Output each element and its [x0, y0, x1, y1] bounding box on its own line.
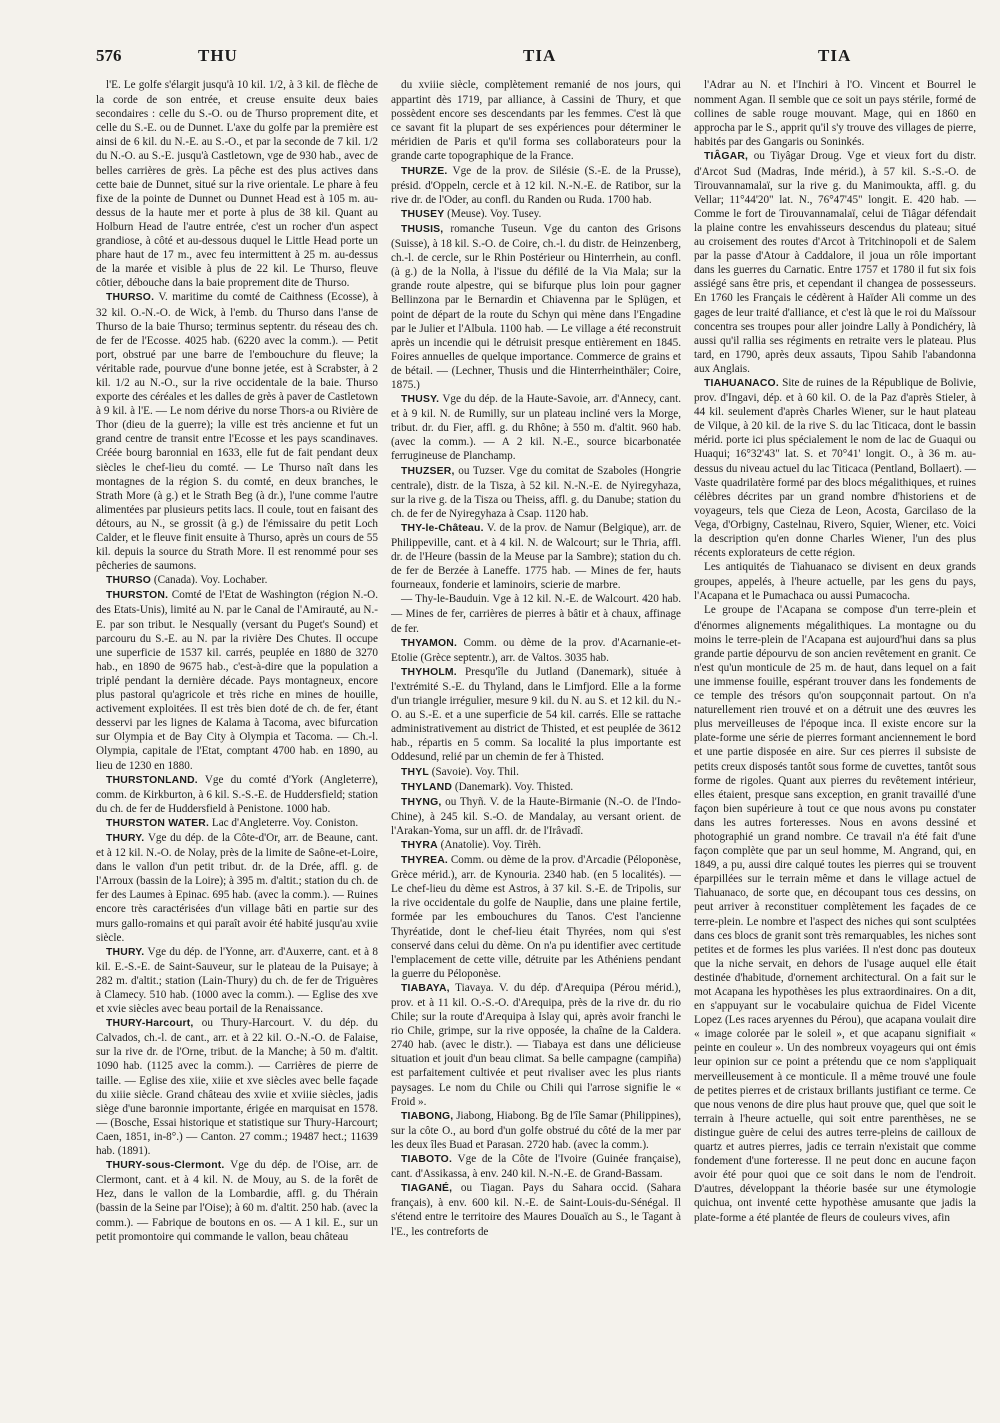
- entry-headword: THURY.: [106, 946, 145, 958]
- entry-text: ou Tiagan. Pays du Sahara occid. (Sahara français), à env. 600 kil. N.-E. de Saint-Louis-du-Sénégal. Il s'étend entre le territoire des Maures Douaïch au S., le Tagant à l'E., les contreforts de: [391, 1182, 681, 1238]
- entry-text: Vge de la prov. de Silésie (S.-E. de la Prusse), présid. d'Oppeln, cercle et à 12 kil. N.-N.-E. de Ratibor, sur la rive dr. de l'Oder, au confl. du Randen ou Ruda. 1700 hab.: [391, 164, 681, 206]
- entry-text: (Anatolie). Voy. Tirèh.: [440, 838, 542, 851]
- entry-headword: THURSTONLAND.: [106, 774, 198, 786]
- text-column-1: [96, 78, 378, 1413]
- dictionary-entry: [391, 464, 681, 521]
- entry-text: (Canada). Voy. Lochaber.: [153, 574, 268, 587]
- entry-text: Site de ruines de la République de Bolivie, prov. d'Ingavi, dép. et à 60 kil. O. de la Paz d'après Stieler, à 44 kil. seulement d'après Charles Wiener, sur le haut plateau de Vilque, à 20 kil. de la rive S. du lac Titicaca, dont le bassin mérid. porte ici plus spécialement le nom de lac de Guaqui ou Huaqui; 16°32'43" lat. S. et 70°41' longit. O., à 36 m. au-dessus du niveau actuel du lac Titicaca (Pentland, Bollaert). — Vaste quadrilatère formé par des blocs mégalithiques, et ruines célèbres décrites par un grand nombre d'historiens et de voyageurs, tels que Cieza de Leon, Acosta, Garcilaso de la Vega, d'Orbigny, Castelnau, Rivero, Squier, Wiener, etc. Voici la description qu'en donne Charles Wiener, l'un des plus récents explorateurs de cette région.: [694, 376, 976, 560]
- entry-text: Vge du comté d'York (Angleterre), comm. de Kirkburton, à 6 kil. S.-S.-E. de Huddersfield; station du ch. de fer de Huddersfield à Penistone. 1000 hab.: [96, 773, 378, 815]
- entry-headword: THUSY.: [401, 394, 440, 406]
- dictionary-entry: [391, 780, 681, 795]
- entry-text: Vge de la Côte de l'Ivoire (Guinée française), cant. d'Assikassa, à env. 240 kil. N.-N.-E. de Grand-Bassam.: [391, 1153, 681, 1181]
- entry-headword: THYNG,: [401, 796, 442, 808]
- entry-text: romanche Tuseun. Vge du canton des Grisons (Suisse), à 18 kil. S.-O. de Coire, ch.-l. du distr. de Heinzenberg, ch.-l. de cercle, sur le Rhin Postérieur ou Hinterrhein, au confl. (à g.) de la Nolla, à l'issue du défilé de la Via Mala; sur la grande route alpestre, qui se bifurque plus loin pour gagner Bellinzona par le Bernardin et Chiavenna par le Splügen, et point de départ de la route du Schyn qui mène dans l'Engadine par le Julier et l'Albula. 1100 hab. — Le village a été reconstruit après un incendie qui le détruisit presque entièrement en 1845. Foires annuelles de quelque importance. Commerce de grains et de bétail. — (Lechner, Thusis und die Hinterrheinthäler; Coire, 1875.): [391, 222, 681, 391]
- dictionary-entry: [96, 78, 378, 290]
- dictionary-entry: [694, 149, 976, 376]
- dictionary-entry: [96, 831, 378, 945]
- dictionary-entry: [96, 290, 378, 573]
- entry-headword: THYRA: [401, 839, 438, 851]
- dictionary-entry: [391, 853, 681, 981]
- dictionary-entry: [391, 521, 681, 592]
- entry-headword: TIABOTO.: [401, 1154, 453, 1166]
- dictionary-entry: [391, 1181, 681, 1238]
- page-number: 576: [96, 46, 122, 65]
- text-column-2: [391, 78, 681, 1413]
- entry-text: (Meuse). Voy. Tusey.: [447, 207, 542, 220]
- dictionary-entry: [391, 838, 681, 853]
- running-head-left: THU: [198, 46, 238, 65]
- entry-headword: THURSO.: [106, 292, 155, 304]
- entry-headword: THURSTON WATER.: [106, 817, 210, 829]
- entry-headword: THURSTON.: [106, 590, 169, 602]
- entry-headword: THYL: [401, 766, 429, 778]
- dictionary-entry: [391, 765, 681, 780]
- entry-text: ou Thyñ. V. de la Haute-Birmanie (N.-O. de l'Indo-Chine), à 245 kil. S.-O. de Mandalay, au versant orient. de l'Arakan-Yoma, sur un affl. dr. de l'Irâvadî.: [391, 795, 681, 837]
- text-column-3: [694, 78, 976, 1413]
- dictionary-entry: [694, 560, 976, 603]
- entry-headword: TIAGANÉ,: [401, 1183, 453, 1195]
- entry-text: Vge du dép. de l'Yonne, arr. d'Auxerre, cant. et à 8 kil. E.-S.-E. de Saint-Sauveur, sur le plateau de la Puisaye; à 282 m. d'altit.; station (Lain-Thury) du ch. de fer de Triguères à Clamecy. 510 hab. (1000 avec la comm.). — Eglise des xve et xvie siècles avec beau portail de la Renaissance.: [96, 945, 378, 1016]
- entry-headword: THYHOLM.: [401, 666, 457, 678]
- entry-text: du xviiie siècle, complètement remanié de nos jours, qui appartint dès 1719, par alliance, à Cassini de Thury, et que possèdent encore ses descendants par les femmes. C'est là que ce savant fit la plupart de ses expériences pour déterminer le méridien de Paris et qu'il forma ses collaborateurs pour la grande carte topographique de la France.: [391, 79, 681, 163]
- entry-text: ou Tuzser. Vge du comitat de Szaboles (Hongrie centrale), distr. de la Tisza, à 52 kil. N.-N.-E. de Nyiregyhaza, sur la rive g. de la Tisza ou Theiss, affl. g. du Danube; station du ch. de fer de Nyiregyhaza à Csap. 1120 hab.: [391, 464, 681, 520]
- entry-headword: TIÂGAR,: [704, 151, 749, 163]
- dictionary-entry: [96, 573, 378, 588]
- entry-headword: TIABONG,: [401, 1110, 454, 1122]
- dictionary-entry: [391, 207, 681, 222]
- entry-headword: THUSEY: [401, 208, 445, 220]
- dictionary-entry: [96, 816, 378, 831]
- dictionary-entry: [96, 588, 378, 772]
- dictionary-entry: [391, 592, 681, 635]
- entry-headword: THYLAND: [401, 781, 453, 793]
- entry-headword: THURSO: [106, 575, 152, 587]
- entry-headword: THYREA.: [401, 855, 449, 867]
- dictionary-entry: [96, 945, 378, 1016]
- dictionary-entry: [694, 376, 976, 560]
- entry-text: Comm. ou dème de la prov. d'Arcadie (Péloponèse, Grèce mérid.), arr. de Kynouria. 2340 hab. (en 5 localités). — Le chef-lieu du dème est Astros, à 37 kil. S.-E. de Tripolis, sur la rive occidentale du golfe de Nauplie, dans une plaine fertile, formée par les embouchures du Tanos. C'est l'ancienne Thyréatide, dont le chef-lieu était Thyrées, nom qui s'est conservé dans celui du dème. On n'a pu identifier avec certitude l'emplacement de cette ville, détruite par les Athéniens pendant la guerre du Péloponèse.: [391, 854, 681, 980]
- dictionary-entry: [391, 1152, 681, 1181]
- entry-headword: TIABAYA,: [401, 982, 450, 994]
- page-header: [0, 42, 1000, 82]
- entry-text: (Danemark). Voy. Thisted.: [454, 780, 574, 793]
- entry-text: — Thy-le-Bauduin. Vge à 12 kil. N.-E. de Walcourt. 420 hab. — Mines de fer, carrières de pierres à bâtir et à chaux, affinage de fer.: [391, 593, 681, 635]
- dictionary-entry: [694, 78, 976, 149]
- entry-headword: THURZE.: [401, 165, 448, 177]
- entry-text: ou Tiyâgar Droug. Vge et vieux fort du distr. d'Arcot Sud (Madras, Inde mérid.), à 57 kil. S.-S.-O. de Tirouvannamalaï, sur la rive g. du Manimoukta, affl. g. du Vellar; 11°44'20" lat. N., 76°47'45" longit. E. 420 hab. — Comme le fort de Tirouvannamalaï, celui de Tiâgar défendait la plaine contre les envahisseurs descendus du plateau; situé au croisement des routes d'Arcot à Tritchinopoli et de Salem par la passe d'Atour à Caddalore, il joua un rôle important dans les guerres du Carnatic. Entre 1757 et 1780 il fut six fois assiégé sans être pris, et cependant il changea de possesseurs. En 1760 les Français le cédèrent à Haïder Ali comme un des gages de leur traité d'alliance, et c'est là que le roi du Maïssour concentra ses troupes pour aller joindre Lally à Pondichéry, là aussi qu'il rallia ses régiments en retraite vers le plateau. Plus tard, en 1790, après deux assauts, Tipou Sahib l'abandonna aux Anglais.: [694, 150, 976, 375]
- entry-text: Lac d'Angleterre. Voy. Coniston.: [211, 816, 359, 829]
- entry-text: l'E. Le golfe s'élargit jusqu'à 10 kil. 1/2, à 3 kil. de flèche de la corde de son entrée, et creuse ensuite deux baies secondaires : celle du S.-O. ou de Thurso proprement dite, et celle du S.-E. ou de Dunnet. L'axe du golfe par la première est ainsi de 6 kil. du N.-E. au S.-O., et par la seconde de 7 kil. 1/2 du N.-O. au S.-E. jusqu'à Castletown, vge de 930 hab., avec de belles carrières de grès. La pêche est des plus actives dans cette baie de Dunnet, situé sur la rive orientale. Le phare à feu fixe de la pointe de Dunnet ou Dunnet Head est à 105 m. au-dessus de la haute mer et porte à plus de 38 kil. Quant au Holburn Head de l'autre entrée, c'est un rocher d'un aspect grandiose, à côté et au-dessous duquel le Little Head porte un phare haut de 17 m., avec feu intermittent à 25 m. au-dessus de la marée et visible à plus de 22 kil. Le Thurso, fleuve côtier, débouche dans la baie proprement dite de Thurso.: [96, 79, 378, 290]
- dictionary-entry: [391, 392, 681, 463]
- dictionary-entry: [391, 222, 681, 392]
- dictionary-entry: [391, 78, 681, 164]
- entry-text: Vge du dép. de l'Oise, arr. de Clermont, cant. et à 4 kil. N. de Mouy, au S. de la forêt de Hez, dans le vallon de la Lombardie, affl. g. du Thérain (bassin de la Seine par l'Oise); à 60 m. d'altit. 250 hab. (avec la comm.). — Fabrique de boutons en os. — A 1 kil. E., sur un petit promontoire qui commande le vallon, beau château: [96, 1159, 378, 1243]
- entry-headword: TIAHUANACO.: [704, 377, 779, 389]
- dictionary-entry: [391, 795, 681, 838]
- entry-headword: THY-le-Château.: [401, 522, 484, 534]
- entry-headword: THUZSER,: [401, 465, 455, 477]
- entry-text: V. de la prov. de Namur (Belgique), arr. de Philippeville, cant. et à 4 kil. N. de Walcourt; sur le Thria, affl. dr. de l'Heure (bassin de la Meuse par la Sambre); station du ch. de fer de Berzée à Laneffe. 1775 hab. — Mines de fer, hauts fourneaux, fonderie et laminoirs, scierie de marbre.: [391, 521, 681, 592]
- dictionary-entry: [96, 773, 378, 816]
- entry-text: Vge du dép. de la Haute-Savoie, arr. d'Annecy, cant. et à 9 kil. N. de Rumilly, sur un plateau incliné vers la Morge, tribut. dr. du Fier, affl. g. du Rhône; à 550 m. d'altit. 960 hab. (avec la comm.). — A 2 kil. N.-E., source bicarbonatée ferrugineuse de Planchamp.: [391, 393, 681, 463]
- entry-headword: THURY.: [106, 832, 145, 844]
- entry-text: Les antiquités de Tiahuanaco se divisent en deux grands groupes, appelés, à l'heure actuelle, par les gens du pays, l'Acapana et le Pumachaca ou aussi Pumacocha.: [694, 561, 976, 603]
- dictionary-entry: [96, 1016, 378, 1158]
- dictionary-entry: [96, 1158, 378, 1244]
- entry-headword: THYAMON.: [401, 637, 458, 649]
- entry-text: V. maritime du comté de Caithness (Ecosse), à 32 kil. O.-N.-O. de Wick, à l'emb. du Thurso dans l'anse de Thurso de la baie Thurso; terminus septentr. du réseau des ch. de fer de l'Ecosse. 4025 hab. (6220 avec la comm.). — Petit port, obstrué par une barre de l'embouchure du fleuve; la véritable rade, pourvue d'une bonne jetée, est à Scrabster, à 2 kil. 1/2 au N.-O., sur la rive occidentale de la baie. Thurso exporte des céréales et les dalles de grès à paver de Castletown à 9 kil. à l'E. — Le nom dérive du norse Thors-a ou Rivière de Thor (dieu de la guerre); la ville est très ancienne et fut un grand centre de transit entre l'Ecosse et les pays scandinaves. Créée bourg baronnial en 1633, elle fut de fait pendant deux siècles le chef-lieu du comté. — Le Thurso naît dans les montagnes de la région S. du comté, en deux branches, le Strath More (à g.) et le Strath Beg (à dr.), l'une comme l'autre alimentées par plusieurs petits lacs. Il coule, tout en faisant des détours, au N., se grossit (à g.) de l'émissaire du petit Loch Calder, et le fleuve finit ensuite à Thurso, après un cours de 55 kil. depuis la source du Strath More. Il est renommé pour ses pêcheries de saumons.: [96, 291, 378, 573]
- dictionary-entry: [391, 665, 681, 765]
- entry-text: Le groupe de l'Acapana se compose d'un terre-plein et d'énormes alignements mégalithiques. La montagne ou du moins le terre-plein de l'Acapana est aujourd'hui dans sa plus grande partie dépourvu de son ancien revêtement en granit. Ce n'est qu'un monticule de 25 m. de haut, dans lequel on a fait une immense fouille, espérant trouver dans les fondements de ce temple des trésors qu'on soupçonnait partout. On n'a naturellement rien trouvé et on a détruit une des œuvres les plus merveilleuses de l'époque inca. Il existe encore sur la plate-forme une série de pierres formant anciennement le bord et une partie disposée en aire. Sur ces pierres il subsiste de petits creux disposés tantôt sous forme de cuvettes, tantôt sous forme de rigoles. Quant aux pierres du revêtement intérieur, elles étaient, presque sans exception, en granit travaillé d'une façon bien supérieure à tout ce que nous avons pu constater dans les autres forteresses. Nous en avons dessiné et photographié un grand nombre. Ce travail n'a été fait d'une façon complète que par un seul homme, M. Angrand, qui, en 1849, a pu, aussi dire calqué toutes les pierres qui se trouvent éparpillées sur le terrain même et dans le village actuel de Tiahuanaco, de sorte que, en découpant tous ces dessins, on peut arriver à reconstituer complètement les façades de ce terre-plein. Le nombre et l'aspect des niches qui sont sculptées dans ces blocs de granit sont très remarquables, les niches sont petites et de formes les plus variées. Il n'est donc pas douteux que la niche servait, en dehors de l'usage auquel elle était destinée d'habitude, d'ornement architectural. On a fait sur le mot Acapana les hypothèses les plus extraordinaires. On a dit, en s'appuyant sur le vocabulaire quichua de Fidel Vicente Lopez (Les races aryennes du Pérou), que acapana voulait dire « image colorée par le soleil », et que acapanu signifiait « peinte en couleur ». Un des nombreux voyageurs qui ont émis leur opinion sur ce point a prétendu que ce nom s'appliquait merveilleusement à ce monticule. Il a même trouvé une foule de petites pierres et de cristaux brillants justifiant ce terme. Ce que nous venons de dire plus haut prouve que, quel que soit le terrain à l'heure actuelle, qui soit entre parenthèses, ne se distingue guère de celui des autres terre-pleins de cailloux de quartz et autres pierres, jadis ce terrain n'existait que comme fondement d'une forteresse. Il ne peut donc en aucune façon avoir été pour quoi que ce soit dans le nom de l'endroit. D'autres, développant la théorie basée sur une étymologie quichua, ont inventé cette hypothèse amusante que jadis la plate-forme a été plantée de fleurs de couleurs vives, afin: [694, 604, 976, 1224]
- running-head-right: TIA: [818, 46, 852, 65]
- dictionary-entry: [391, 636, 681, 665]
- entry-text: Comté de l'Etat de Washington (région N.-O. des Etats-Unis), limité au N. par le Canal de l'Amirauté, au N.-E. par son tribut. le Nesqually (versant du Puget's Sound) et parcouru du S.-E. au N. par la rivière Des Chutes. Il occupe une superficie de 1537 kil. carrés, peuplée en 1880 de 3270 hab., en 1890 de 9675 hab., c'est-à-dire que la population a triplé pendant la dernière décade. Pays montagneux, encore plus pastoral qu'agricole et très riche en mines de houille, activement exploitées. Il est très bien doté de ch. de fer, étant desservi par les lignes de Kalama à Tacoma, avec bifurcation sur Olympia et de Bay City à Olympia et Tacoma. — Ch.-l. Olympia, capitale de l'Etat, comptant 4700 hab. en 1890, au lieu de 1230 en 1880.: [96, 589, 378, 772]
- entry-text: (Savoie). Voy. Thil.: [431, 765, 519, 778]
- running-head-center: TIA: [523, 46, 557, 65]
- entry-text: ou Thury-Harcourt. V. du dép. du Calvados, ch.-l. de cant., arr. et à 22 kil. O.-N.-O. de Falaise, sur la rive dr. de l'Orne, tribut. de la Manche; à 50 m. d'altit. 1090 hab. (1125 avec la comm.). — Carrières de pierre de taille. — Eglise des xiie, xiiie et xve siècles avec belle façade du xiiie siècle. Grand château des xviie et xviiie siècles, jadis siège d'une baronnie importante, érigée en marquisat en 1578. — (Bosche, Essai historique et statistique sur Thury-Harcourt; Caen, 1851, in-8°.) — Canton. 27 comm.; 19487 hect.; 11639 hab. (1891).: [96, 1017, 378, 1158]
- entry-headword: THURY-sous-Clermont.: [106, 1160, 225, 1172]
- dictionary-entry: [391, 1109, 681, 1152]
- dictionary-entry: [694, 603, 976, 1224]
- entry-text: Comm. ou dème de la prov. d'Acarnanie-et-Etolie (Grèce septentr.), arr. de Valtos. 3035 hab.: [391, 636, 681, 664]
- entry-text: Tiavaya. V. du dép. d'Arequipa (Pérou mérid.), prov. et à 11 kil. O.-S.-O. d'Arequipa, près de la rive dr. du rio Chile; sur la route d'Arequipa à Islay qui, après avoir franchi le rio Chile, grimpe, sur la rive opposée, la chaîne de la Caldera. 2740 hab. (avec le distr.). — Tiabaya est dans une délicieuse situation et jouit d'un beau climat. Sa belle campagne (campiña) est parfaitement cultivée et peut rivaliser avec les plus riants paysages. Le nom du Chile ou Chili qui l'arrose signifie le « Froid ».: [391, 981, 681, 1108]
- dictionary-entry: [391, 981, 681, 1109]
- entry-text: l'Adrar au N. et l'Inchiri à l'O. Vincent et Bourrel le nomment Agan. Il semble que ce soit un pays stérile, formé de collines de sable rouge mouvant. Mage, qui en 1860 en approcha par le S., apprit qu'il s'y trouve des villages de pierre, habités par des Gangaris ou Soninkés.: [694, 79, 976, 149]
- entry-headword: THURY-Harcourt,: [106, 1018, 194, 1030]
- entry-text: Vge du dép. de la Côte-d'Or, arr. de Beaune, cant. et à 12 kil. N.-O. de Nolay, près de la limite de Saône-et-Loire, dans le vallon d'un petit tribut. dr. de la Drée, affl. g. de l'Arroux (bassin de la Loire); à 395 m. d'altit.; station du ch. de fer des Laumes à Epinac. 695 hab. (avec la comm.). — Ruines encore très caractérisées d'un village bâti en partie sur des murs gallo-romains et qui paraît avoir été habité jusqu'au xviie siècle.: [96, 831, 378, 944]
- entry-headword: THUSIS,: [401, 223, 444, 235]
- entry-text: Presqu'île du Jutland (Danemark), située à l'extrémité S.-E. du Thyland, dans le Limfjord. Elle a la forme d'un triangle irrégulier, mesure 9 kil. du N. au S. et 12 kil. du N.-O. au S.-E. et a une superficie de 54 kil. carrés. Elle se rattache administrativement au district de Thisted, et est peuplée de 3612 hab., répartis en 5 comm. Sa localité la plus importante est Oddesund, relié par un chemin de fer à Thisted.: [391, 665, 681, 764]
- dictionary-entry: [391, 164, 681, 207]
- entry-text: Jiabong, Hiabong. Bg de l'île Samar (Philippines), sur la côte O., au bord d'un golfe obstrué du côté de la mer par les deux îles Buad et Parasan. 2720 hab. (avec la comm.).: [391, 1109, 681, 1151]
